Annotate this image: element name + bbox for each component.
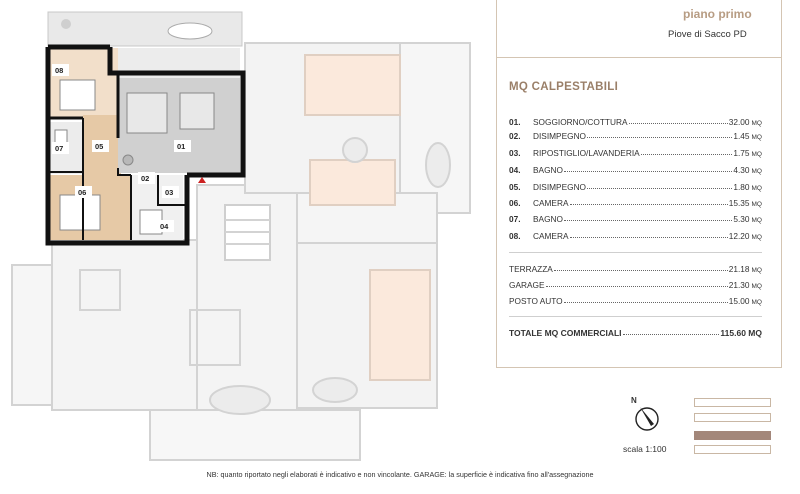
legend-bar — [694, 445, 771, 454]
room-row-08: 08. CAMERA 12.20 MQ — [509, 231, 762, 241]
room-row-07: 07. BAGNO 5.30 MQ — [509, 214, 762, 224]
room-row-06: 06. CAMERA 15.35 MQ — [509, 198, 762, 208]
extra-row-posto-auto: POSTO AUTO 15.00 MQ — [509, 296, 762, 306]
terrace — [48, 12, 242, 46]
plan-label-04: 04 — [160, 222, 169, 231]
compass-icon — [625, 395, 665, 435]
rooms-separator — [509, 252, 762, 253]
compass-north-label: N — [631, 396, 637, 405]
plan-label-02: 02 — [141, 174, 150, 183]
room-row-01: 01. SOGGIORNO/COTTURA 32.00 MQ — [509, 117, 762, 127]
plan-label-06: 06 — [78, 188, 87, 197]
room-row-02: 02. DISIMPEGNO 1.45 MQ — [509, 131, 762, 141]
location-label: Piove di Sacco PD — [668, 29, 747, 40]
legend-bar-filled — [694, 431, 771, 440]
floor-title: piano primo — [683, 7, 752, 21]
panel-border-bottom — [496, 367, 782, 368]
extra-row-terrazza: TERRAZZA 21.18 MQ — [509, 264, 762, 274]
plan-label-05: 05 — [95, 142, 104, 151]
scale-label: scala 1:100 — [623, 444, 667, 454]
legend-bar — [694, 413, 771, 422]
header-divider — [497, 57, 781, 58]
room-row-04: 04. BAGNO 4.30 MQ — [509, 165, 762, 175]
extras-separator — [509, 316, 762, 317]
plan-label-08: 08 — [55, 66, 64, 75]
plan-label-03: 03 — [165, 188, 174, 197]
room-row-05: 05. DISIMPEGNO 1.80 MQ — [509, 182, 762, 192]
panel-border-left — [496, 0, 497, 368]
room-row-03: 03. RIPOSTIGLIO/LAVANDERIA 1.75 MQ — [509, 148, 762, 158]
extra-row-garage: GARAGE 21.30 MQ — [509, 280, 762, 290]
total-row: TOTALE MQ COMMERCIALI 115.60 MQ — [509, 328, 762, 338]
footnote: NB: quanto riportato negli elaborati è indicativo e non vincolante. GARAGE: la superficie è indicativa fino all'assegnazione — [206, 470, 594, 479]
plan-label-01: 01 — [177, 142, 186, 151]
legend-bar — [694, 398, 771, 407]
plan-label-07: 07 — [55, 144, 64, 153]
section-title: MQ CALPESTABILI — [509, 81, 619, 93]
entrance-marker — [198, 177, 206, 183]
panel-border-right — [781, 0, 782, 368]
